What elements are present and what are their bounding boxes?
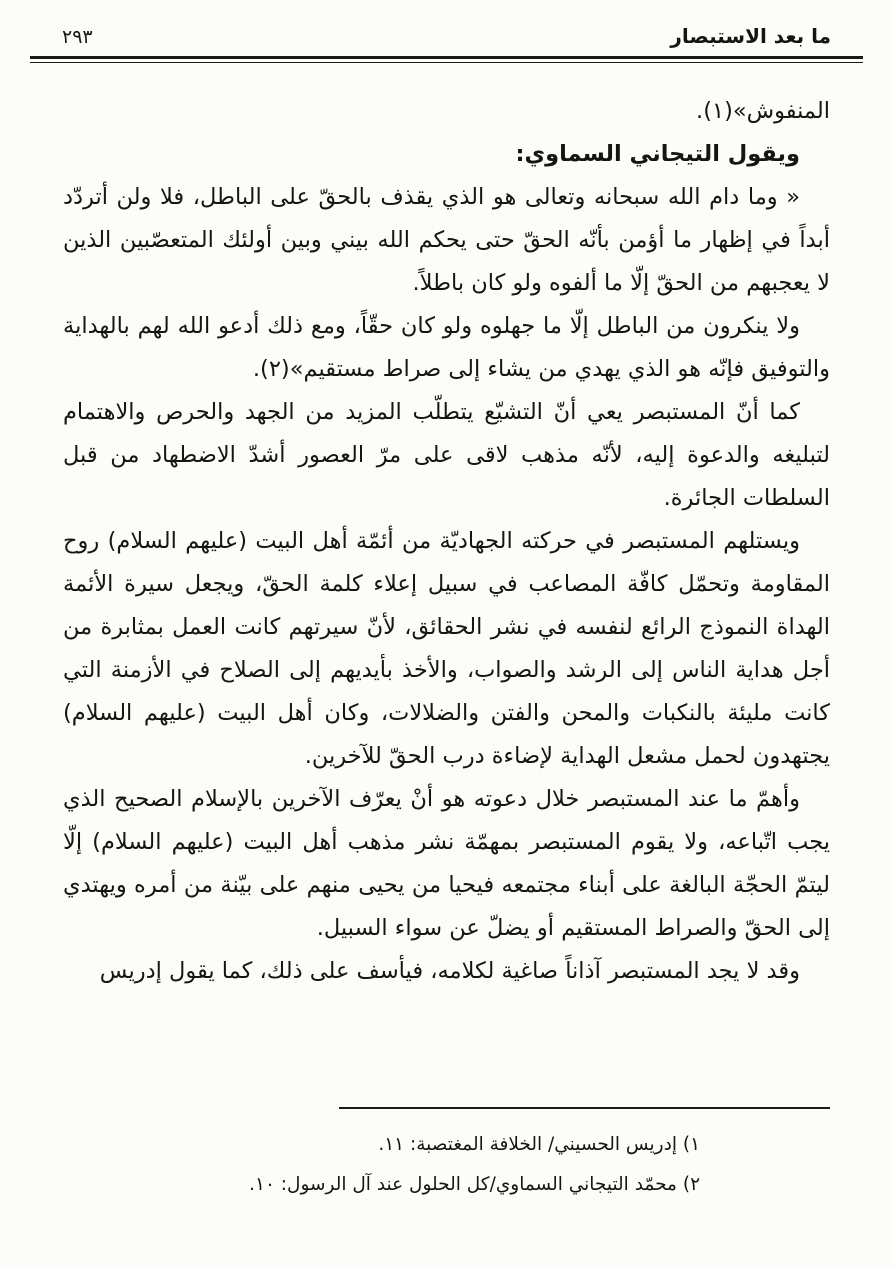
paragraph-speaker-intro: ويقول التيجاني السماوي:: [515, 141, 800, 167]
paragraph: وقد لا يجد المستبصر آذاناً صاغية لكلامه، فيأسف على ذلك، كما يقول إدريس: [99, 958, 800, 984]
paragraph: ولا ينكرون من الباطل إلّا ما جهلوه ولو كان حقّاً، ومع ذلك أدعو الله لهم بالهداية والتوفيق فإنّه هو الذي يهدي من يشاء إلى صراط مستقيم»(٢).: [63, 313, 830, 382]
footnote: ١) إدريس الحسيني/ الخلافة المغتصبة: ١١.: [378, 1134, 700, 1155]
footnotes-section: [63, 1107, 830, 1205]
running-head-title: ما بعد الاستبصار: [670, 24, 831, 48]
paragraph: « وما دام الله سبحانه وتعالى هو الذي يقذف بالحقّ على الباطل، فلا ولن أتردّد أبداً في إظهار ما أؤمن بأنّه الحقّ حتى يحكم الله بيني وبين أولئك المتعصّبين الذين لا يعجبهم من الحقّ إلّا ما ألفوه ولو كان باطلاً.: [63, 184, 830, 296]
page-body: [0, 63, 893, 993]
paragraph: كما أنّ المستبصر يعي أنّ التشيّع يتطلّب المزيد من الجهد والحرص والاهتمام لتبليغه والدعوة إليه، لأنّه مذهب لاقى على مرّ العصور أشدّ الاضطهاد من قبل السلطات الجائرة.: [63, 399, 830, 511]
page-header: [0, 0, 893, 54]
paragraph-quote-end: المنفوش»(١).: [696, 98, 830, 124]
paragraph: ويستلهم المستبصر في حركته الجهاديّة من أئمّة أهل البيت (عليهم السلام) روح المقاومة وتحمّل كافّة المصاعب في سبيل إعلاء كلمة الحقّ، ويجعل سيرة الأئمة الهداة النموذج الرائع لنفسه في نشر الحقائق، لأنّ سيرتهم كانت العمل بمثابرة من أجل هداية الناس إلى الرشد والصواب، والأخذ بأيديهم إلى الصلاح في الأزمنة التي كانت مليئة بالنكبات والمحن والفتن والضلالات، وكان أهل البيت (عليهم السلام) يجتهدون لحمل مشعل الهداية لإضاءة درب الحقّ للآخرين.: [63, 528, 830, 769]
header-divider: [30, 56, 863, 63]
page-number: ٢٩٣: [62, 26, 93, 48]
paragraph: وأهمّ ما عند المستبصر خلال دعوته هو أنْ يعرّف الآخرين بالإسلام الصحيح الذي يجب اتّباعه، ولا يقوم المستبصر بمهمّة نشر مذهب أهل البيت (عليهم السلام) إلّا ليتمّ الحجّة البالغة على أبناء مجتمعه فيحيا من يحيى منهم على بيّنة من أمره ويهتدي إلى الحقّ والصراط المستقيم أو يضلّ عن سواء السبيل.: [63, 786, 830, 941]
footnote-divider: [339, 1107, 830, 1109]
footnote: ٢) محمّد التيجاني السماوي/كل الحلول عند آل الرسول: ١٠.: [249, 1174, 700, 1195]
